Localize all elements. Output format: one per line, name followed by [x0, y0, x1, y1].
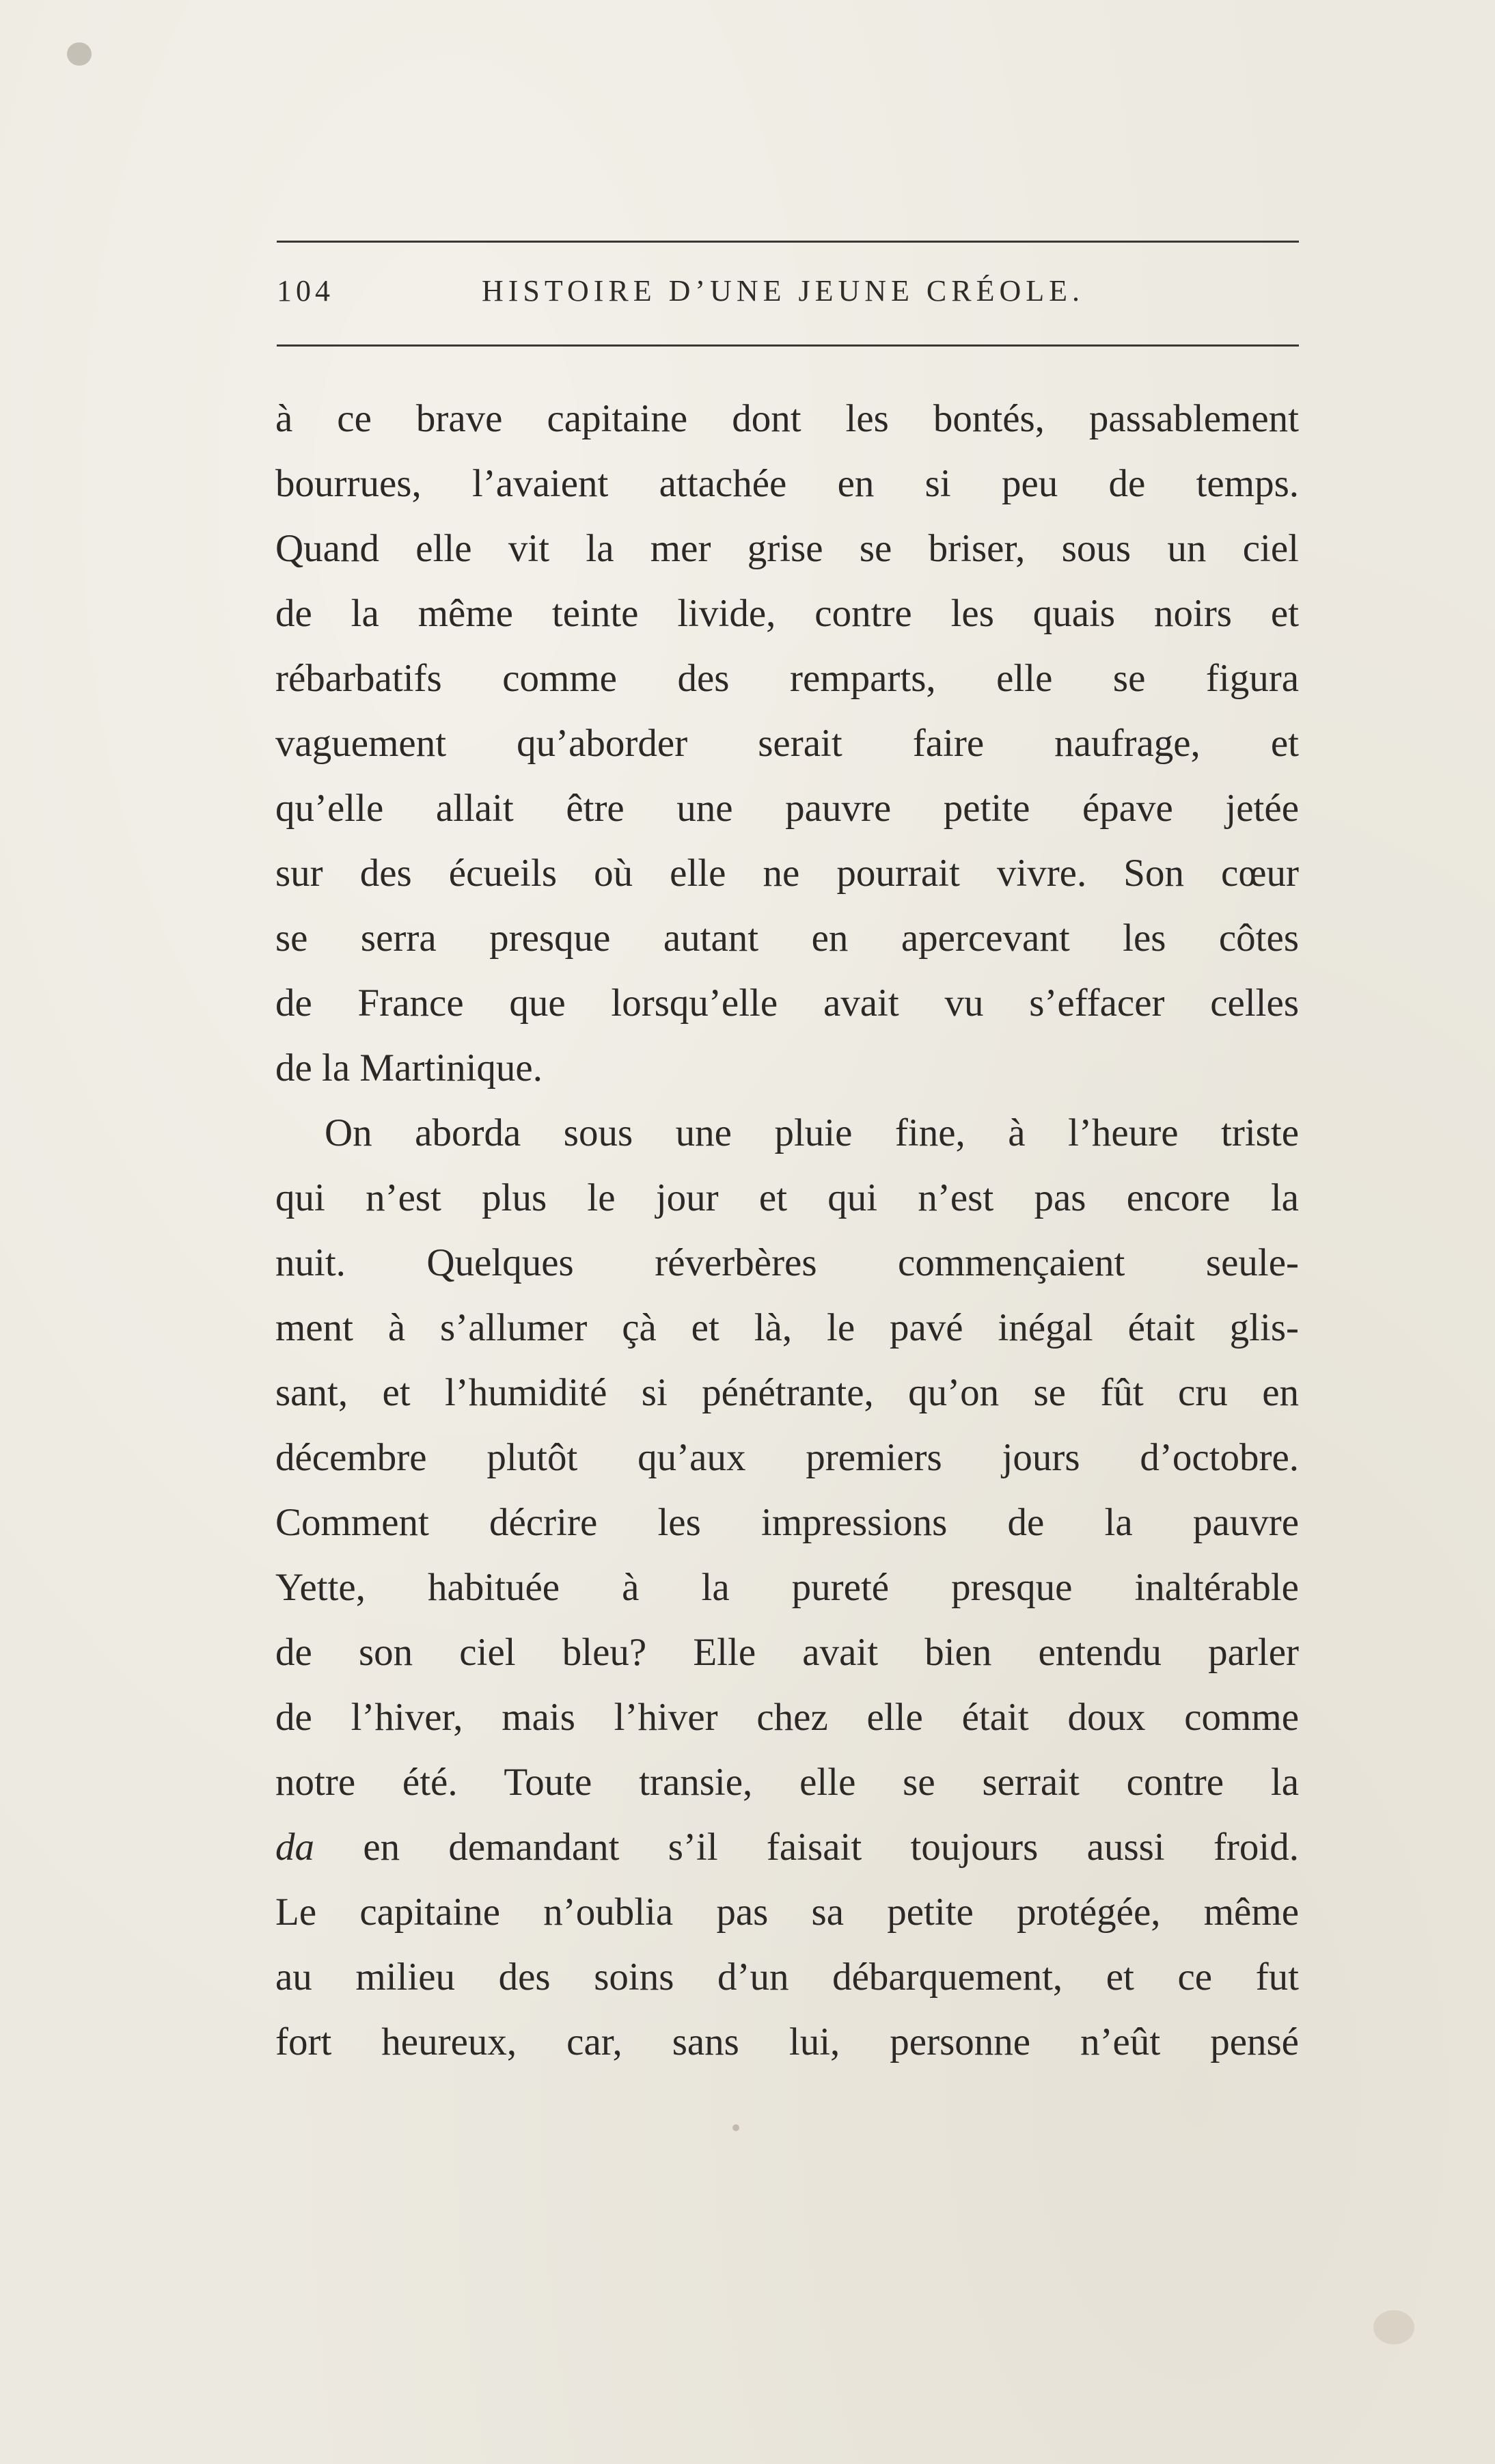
text-line: Le capitaine n’oublia pas sa petite protégée, même — [275, 1891, 1299, 1934]
paper-stain — [732, 2124, 739, 2131]
header-rule-bottom — [277, 344, 1299, 347]
body-text — [275, 386, 1299, 2074]
text-line: On aborda sous une pluie fine, à l’heure triste — [325, 1111, 1299, 1154]
text-line: bourrues, l’avaient attachée en si peu de temps. — [275, 462, 1299, 505]
text-line: rébarbatifs comme des remparts, elle se figura — [275, 657, 1299, 700]
italic-word: da — [275, 1826, 314, 1869]
text-line: ment à s’allumer çà et là, le pavé inégal était glis- — [275, 1306, 1299, 1349]
text-line: qui n’est plus le jour et qui n’est pas encore la — [275, 1176, 1299, 1219]
running-title: HISTOIRE D’UNE JEUNE CRÉOLE. — [482, 274, 1085, 308]
text-line-rest: en demandant s’il faisait toujours aussi froid. — [363, 1826, 1299, 1869]
text-line: nuit. Quelques réverbères commençaient seule- — [275, 1241, 1299, 1284]
text-line: décembre plutôt qu’aux premiers jours d’octobre. — [275, 1436, 1299, 1479]
header-rule-top — [277, 241, 1299, 243]
text-line: de son ciel bleu? Elle avait bien entendu parler — [275, 1631, 1299, 1674]
text-line: Comment décrire les impressions de la pauvre — [275, 1501, 1299, 1544]
text-line: de France que lorsqu’elle avait vu s’effacer celles — [275, 981, 1299, 1025]
text-line: fort heureux, car, sans lui, personne n’eût pensé — [275, 2020, 1299, 2063]
page-number: 104 — [277, 274, 334, 308]
text-line: vaguement qu’aborder serait faire naufrage, et — [275, 722, 1299, 765]
text-line: de l’hiver, mais l’hiver chez elle était doux comme — [275, 1696, 1299, 1739]
text-line: à ce brave capitaine dont les bontés, passablement — [275, 397, 1299, 440]
text-line: se serra presque autant en apercevant les côtes — [275, 917, 1299, 960]
text-line: de la Martinique. — [275, 1046, 543, 1089]
text-line: sur des écueils où elle ne pourrait vivre. Son cœur — [275, 852, 1299, 895]
running-head — [277, 273, 1299, 314]
text-line: Quand elle vit la mer grise se briser, sous un ciel — [275, 527, 1299, 570]
text-line: sant, et l’humidité si pénétrante, qu’on se fût cru en — [275, 1371, 1299, 1414]
text-line-with-italic — [275, 1815, 1299, 1880]
text-line: Yette, habituée à la pureté presque inaltérable — [275, 1566, 1299, 1609]
text-line: de la même teinte livide, contre les quais noirs et — [275, 592, 1299, 635]
text-line: notre été. Toute transie, elle se serrait contre la — [275, 1761, 1299, 1804]
paper-stain — [67, 42, 92, 66]
text-line: qu’elle allait être une pauvre petite épave jetée — [275, 787, 1299, 830]
text-line: au milieu des soins d’un débarquement, et ce fut — [275, 1955, 1299, 1999]
paper-stain — [1373, 2310, 1414, 2344]
